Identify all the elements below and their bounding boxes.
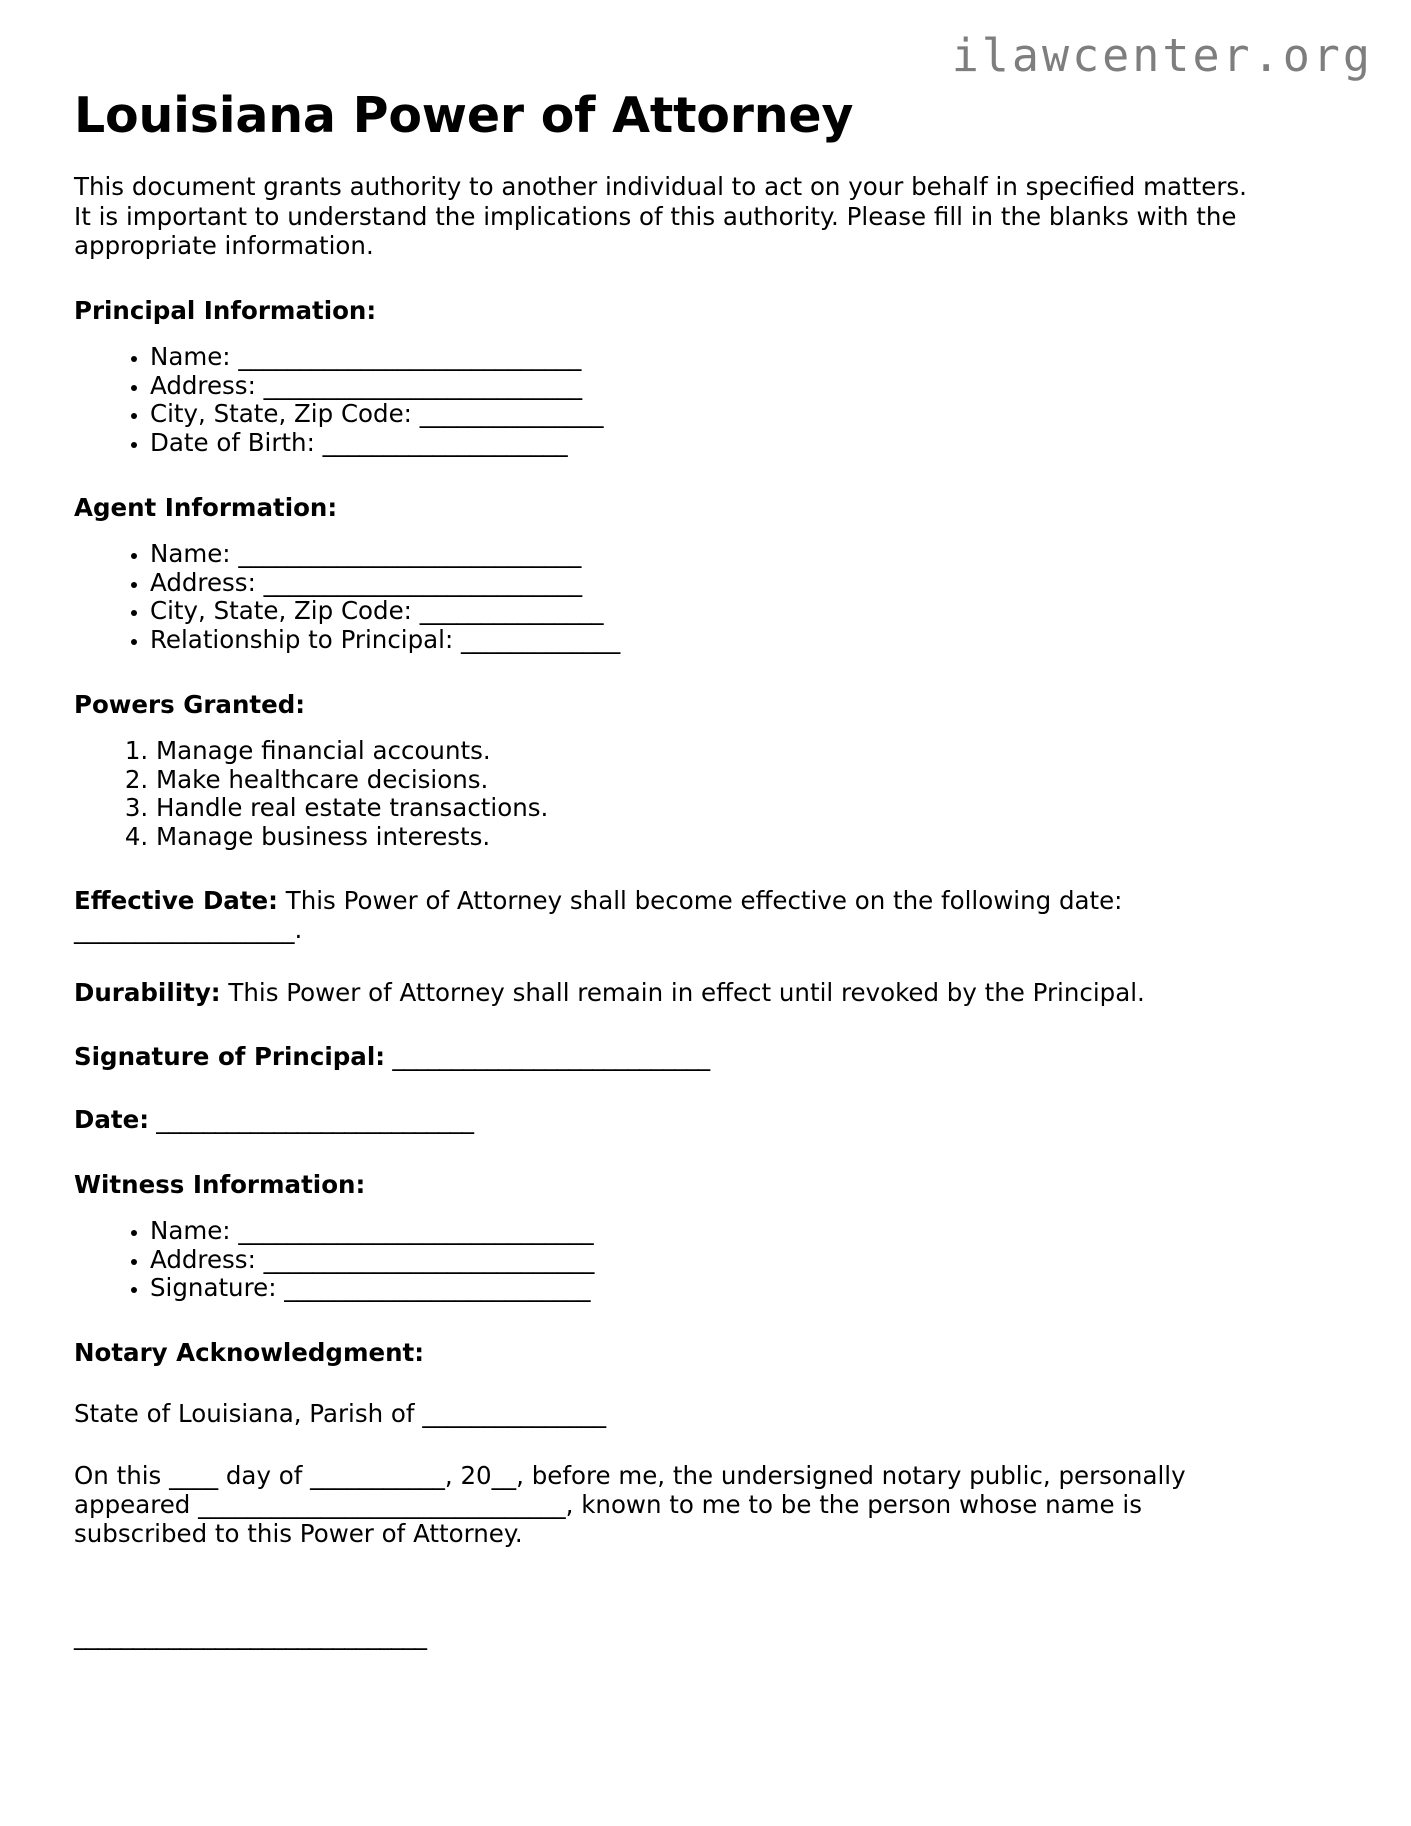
- section-heading-agent-information: Agent Information:: [74, 492, 338, 522]
- signature-of-principal-blank: ___________________________: [385, 1041, 710, 1071]
- list-item: • City, State, Zip Code: _______________: [150, 597, 1338, 626]
- list-item: 4. Manage business interests.: [156, 823, 1338, 852]
- date-blank: ___________________________: [149, 1105, 474, 1135]
- date-line: [74, 1105, 1264, 1134]
- list-item: • Signature: _________________________: [150, 1274, 1338, 1303]
- section-heading-notary-acknowledgment: Notary Acknowledgment:: [74, 1337, 425, 1367]
- effective-date-label: Effective Date:: [74, 885, 278, 915]
- section-heading-principal-information: Principal Information:: [74, 295, 377, 325]
- site-watermark: ilawcenter.org: [951, 29, 1373, 82]
- intro-paragraph: This document grants authority to another individual to act on your behalf in specified matters. It is important to understand the implications of this authority. Please fill in the blanks with the appropriate information.: [74, 172, 1247, 261]
- date-label: Date:: [74, 1105, 149, 1135]
- notary-body-paragraph: On this ____ day of ___________, 20__, before me, the undersigned notary public, personally appeared ______________________________, known to me to be the person whose name is subscribed to this Power of Attorney.: [74, 1460, 1186, 1549]
- list-item: • Name: ____________________________: [150, 540, 1338, 569]
- principal-information-field-list: [74, 343, 1338, 458]
- page-title: Louisiana Power of Attorney: [74, 87, 854, 144]
- agent-information-field-list: [74, 540, 1338, 655]
- list-item: 3. Handle real estate transactions.: [156, 794, 1338, 823]
- durability-paragraph: [74, 978, 1264, 1007]
- list-item: • Date of Birth: ____________________: [150, 429, 1338, 458]
- list-item: • Address: ___________________________: [150, 1246, 1338, 1275]
- list-item: 1. Manage financial accounts.: [156, 737, 1338, 766]
- signature-of-principal-label: Signature of Principal:: [74, 1041, 386, 1071]
- signature-of-principal-line: [74, 1042, 1264, 1071]
- notary-signature-rule: ______________________________: [74, 1620, 427, 1650]
- list-item: • City, State, Zip Code: _______________: [150, 400, 1338, 429]
- list-item: • Address: __________________________: [150, 372, 1338, 401]
- effective-date-text: This Power of Attorney shall become effective on the following date: __________________.: [74, 885, 1123, 944]
- powers-granted-list: [74, 737, 1338, 852]
- list-item: 2. Make healthcare decisions.: [156, 766, 1338, 795]
- list-item: • Address: __________________________: [150, 569, 1338, 598]
- list-item: • Name: _____________________________: [150, 1217, 1338, 1246]
- effective-date-paragraph: [74, 886, 1264, 945]
- notary-state-parish-line: State of Louisiana, Parish of _______________: [74, 1399, 607, 1429]
- section-heading-powers-granted: Powers Granted:: [74, 689, 306, 719]
- list-item: • Name: ____________________________: [150, 343, 1338, 372]
- list-item: • Relationship to Principal: _____________: [150, 626, 1338, 655]
- durability-label: Durability:: [74, 978, 221, 1008]
- section-heading-witness-information: Witness Information:: [74, 1169, 366, 1199]
- document-content: [74, 0, 1338, 1650]
- witness-information-field-list: [74, 1217, 1338, 1303]
- durability-text: This Power of Attorney shall remain in effect until revoked by the Principal.: [220, 978, 1145, 1008]
